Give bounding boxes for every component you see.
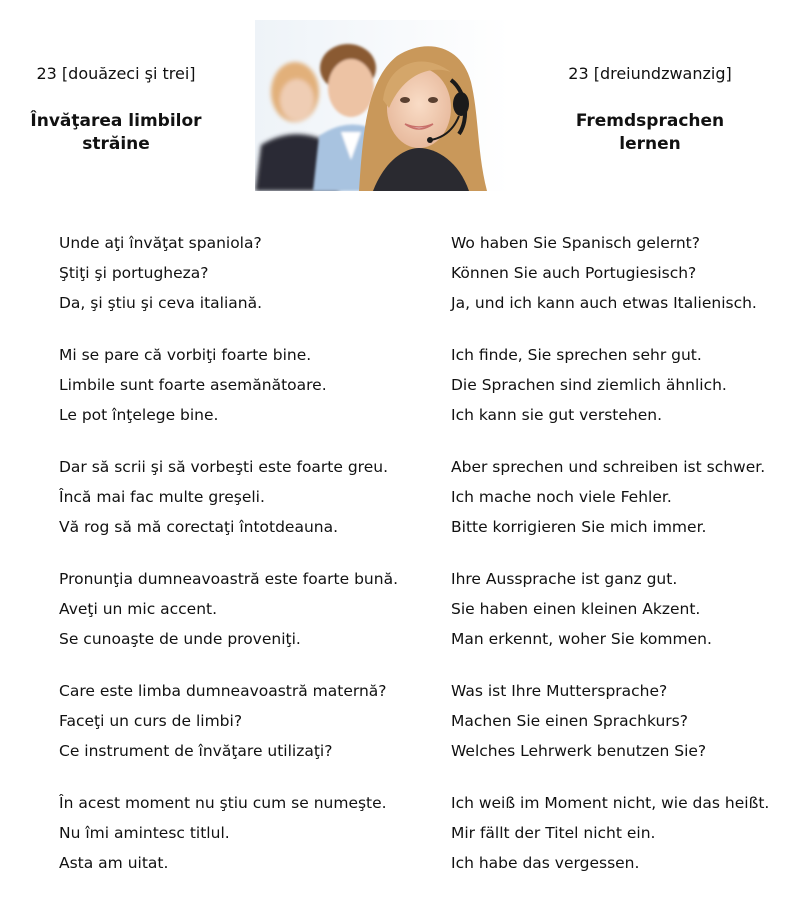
phrase-row xyxy=(0,452,791,482)
lesson-number-ro: 23 [douăzeci şi trei] xyxy=(36,64,196,83)
phrase-german: Ich habe das vergessen. xyxy=(451,854,640,872)
phrase-romanian: Asta am uitat. xyxy=(59,854,169,872)
phrase-romanian: Aveţi un mic accent. xyxy=(59,600,218,618)
phrase-german: Machen Sie einen Sprachkurs? xyxy=(451,712,688,730)
phrase-group xyxy=(0,340,791,452)
phrase-romanian: Care este limba dumneavoastră maternă? xyxy=(59,682,387,700)
phrase-row xyxy=(0,594,791,624)
lesson-title-ro xyxy=(0,110,232,156)
phrase-german: Aber sprechen und schreiben ist schwer. xyxy=(451,458,766,476)
phrase-romanian: Pronunţia dumneavoastră este foarte bună. xyxy=(59,570,399,588)
lesson-title-de-line2: lernen xyxy=(619,134,681,154)
phrase-row xyxy=(0,258,791,288)
phrase-romanian: Unde aţi învăţat spaniola? xyxy=(59,234,262,252)
phrase-romanian: Ştiţi şi portugheza? xyxy=(59,264,209,282)
phrase-german: Was ist Ihre Muttersprache? xyxy=(451,682,668,700)
phrase-group xyxy=(0,452,791,564)
phrase-german: Sie haben einen kleinen Akzent. xyxy=(451,600,701,618)
phrase-row xyxy=(0,482,791,512)
phrase-romanian: Faceţi un curs de limbi? xyxy=(59,712,243,730)
phrase-romanian: Nu îmi amintesc titlul. xyxy=(59,824,230,842)
phrase-group xyxy=(0,676,791,788)
phrase-german: Die Sprachen sind ziemlich ähnlich. xyxy=(451,376,727,394)
phrase-german: Ich weiß im Moment nicht, wie das heißt. xyxy=(451,794,770,812)
phrase-row xyxy=(0,340,791,370)
phrase-romanian: Le pot înţelege bine. xyxy=(59,406,219,424)
lesson-title-de-line1: Fremdsprachen xyxy=(575,111,725,131)
phrase-group xyxy=(0,228,791,340)
phrase-german: Man erkennt, woher Sie kommen. xyxy=(451,630,712,648)
phrase-german: Mir fällt der Titel nicht ein. xyxy=(451,824,656,842)
phrase-romanian: Ce instrument de învăţare utilizaţi? xyxy=(59,742,333,760)
phrase-row xyxy=(0,228,791,258)
phrase-romanian: În acest moment nu ştiu cum se numeşte. xyxy=(59,794,387,812)
phrase-german: Ich mache noch viele Fehler. xyxy=(451,488,672,506)
phrase-german: Ich kann sie gut verstehen. xyxy=(451,406,663,424)
phrase-romanian: Încă mai fac multe greşeli. xyxy=(59,488,265,506)
phrase-row xyxy=(0,370,791,400)
phrase-row xyxy=(0,288,791,318)
phrase-romanian: Se cunoaşte de unde proveniţi. xyxy=(59,630,301,648)
phrase-row xyxy=(0,564,791,594)
phrase-row xyxy=(0,676,791,706)
lesson-title-ro-line1: Învăţarea limbilor xyxy=(30,111,202,131)
phrase-german: Bitte korrigieren Sie mich immer. xyxy=(451,518,707,536)
phrase-list xyxy=(0,228,791,900)
phrase-row xyxy=(0,400,791,430)
phrase-group xyxy=(0,564,791,676)
phrase-row xyxy=(0,706,791,736)
phrase-german: Ihre Aussprache ist ganz gut. xyxy=(451,570,678,588)
lesson-title-de xyxy=(532,110,768,156)
phrase-german: Ich finde, Sie sprechen sehr gut. xyxy=(451,346,702,364)
phrase-row xyxy=(0,624,791,654)
lesson-title-ro-line2: străine xyxy=(82,134,150,154)
phrase-row xyxy=(0,848,791,878)
phrase-group xyxy=(0,788,791,900)
phrase-german: Ja, und ich kann auch etwas Italienisch. xyxy=(451,294,757,312)
phrase-romanian: Vă rog să mă corectaţi întotdeauna. xyxy=(59,518,339,536)
phrase-romanian: Mi se pare că vorbiţi foarte bine. xyxy=(59,346,312,364)
phrase-romanian: Da, şi ştiu şi ceva italiană. xyxy=(59,294,263,312)
phrase-romanian: Dar să scrii şi să vorbeşti este foarte greu. xyxy=(59,458,389,476)
phrase-german: Welches Lehrwerk benutzen Sie? xyxy=(451,742,707,760)
phrase-row xyxy=(0,736,791,766)
call-center-people-photo xyxy=(255,20,510,191)
phrase-german: Können Sie auch Portugiesisch? xyxy=(451,264,697,282)
phrase-row xyxy=(0,512,791,542)
phrase-romanian: Limbile sunt foarte asemănătoare. xyxy=(59,376,327,394)
lesson-number-de: 23 [dreiundzwanzig] xyxy=(568,64,732,83)
phrase-row xyxy=(0,818,791,848)
phrase-german: Wo haben Sie Spanisch gelernt? xyxy=(451,234,700,252)
phrase-row xyxy=(0,788,791,818)
